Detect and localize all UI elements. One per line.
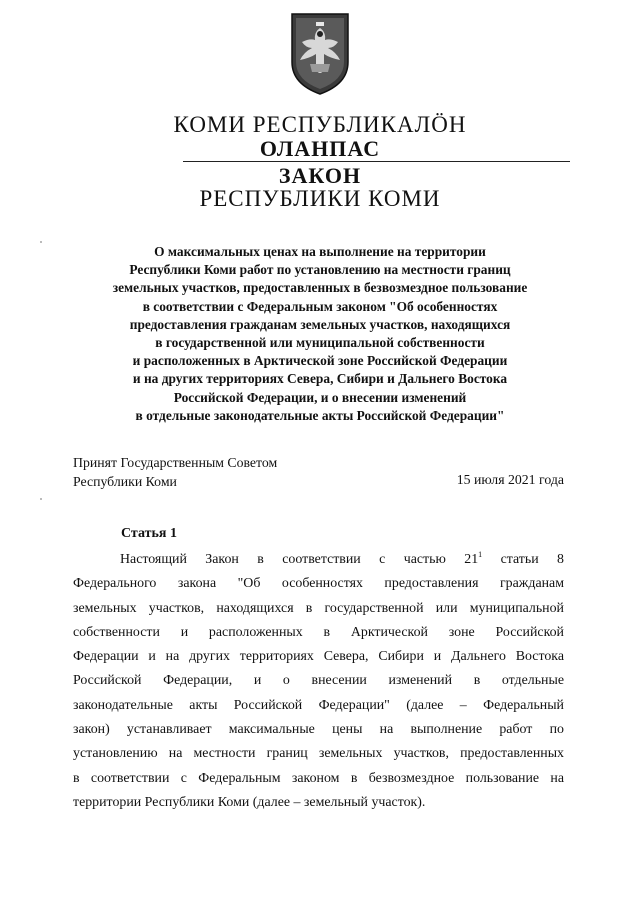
article-line: Российской Федерации, и о внесении изменений в отдельные xyxy=(73,673,564,689)
article-text: статьи 8 xyxy=(500,552,564,567)
article-line: территории Республики Коми (далее – земельный участок). xyxy=(73,794,426,810)
law-title-line: и расположенных в Арктической зоне Российской Федерации xyxy=(132,353,508,369)
law-title-line: Российской Федерации, и о внесении изменений xyxy=(173,389,467,405)
law-title-line: земельных участков, предоставленных в безвозмездное пользование xyxy=(112,280,528,296)
article-line: земельных участков, находящихся в государственной или муниципальной xyxy=(73,600,564,616)
article-line: Федерального закона "Об особенностях предоставления гражданам xyxy=(73,576,564,592)
article-line: в соответствии с Федеральным законом в безвозмездное пользование на xyxy=(73,770,564,786)
article-body xyxy=(73,548,564,815)
adoption-info xyxy=(73,454,277,491)
article-heading: Статья 1 xyxy=(121,526,177,541)
republic-name-komi: КОМИ РЕСПУБЛИКАЛӦН xyxy=(173,112,467,137)
article-line xyxy=(73,548,564,572)
law-title-line: и на других территориях Севера, Сибири и Дальнего Востока xyxy=(132,371,508,387)
adoption-line: Республики Коми xyxy=(73,473,177,489)
article-line: законодательные акты Российской Федерации" (далее – Федеральный xyxy=(73,697,564,713)
adoption-date: 15 июля 2021 года xyxy=(456,472,564,487)
article-line: закон) устанавливает максимальные цены на выполнение работ по xyxy=(73,722,564,738)
adoption-line: Принят Государственным Советом xyxy=(73,455,278,470)
law-title xyxy=(60,243,580,425)
article-line: установлению на местности границ земельных участков, предоставленных xyxy=(73,746,564,762)
republic-name: РЕСПУБЛИКИ КОМИ xyxy=(199,186,441,211)
law-title-line: в соответствии с Федеральным законом "Об особенностях xyxy=(142,298,498,314)
superscript: 1 xyxy=(478,550,483,559)
law-title-line: предоставления гражданам земельных участков, находящихся xyxy=(129,316,511,332)
article-line: Федерации и на других территориях Севера, Сибири и Дальнего Востока xyxy=(73,649,564,665)
margin-mark xyxy=(40,241,42,243)
law-title-line: в государственной или муниципальной собственности xyxy=(155,335,485,351)
article-text: Настоящий Закон в соответствии с частью 21 xyxy=(120,552,479,567)
law-title-line: Республики Коми работ по установлению на местности границ xyxy=(129,262,511,278)
komi-coat-of-arms-icon xyxy=(288,10,352,96)
document-type: ЗАКОН xyxy=(278,163,362,188)
margin-mark xyxy=(40,498,42,500)
law-title-line: в отдельные законодательные акты Российской Федерации" xyxy=(135,407,505,423)
document-type-komi: ОЛАНПАС xyxy=(259,136,381,161)
header-divider xyxy=(183,161,570,162)
article-line: собственности и расположенных в Арктической зоне Российской xyxy=(73,624,564,640)
law-title-line: О максимальных ценах на выполнение на территории xyxy=(154,244,486,259)
